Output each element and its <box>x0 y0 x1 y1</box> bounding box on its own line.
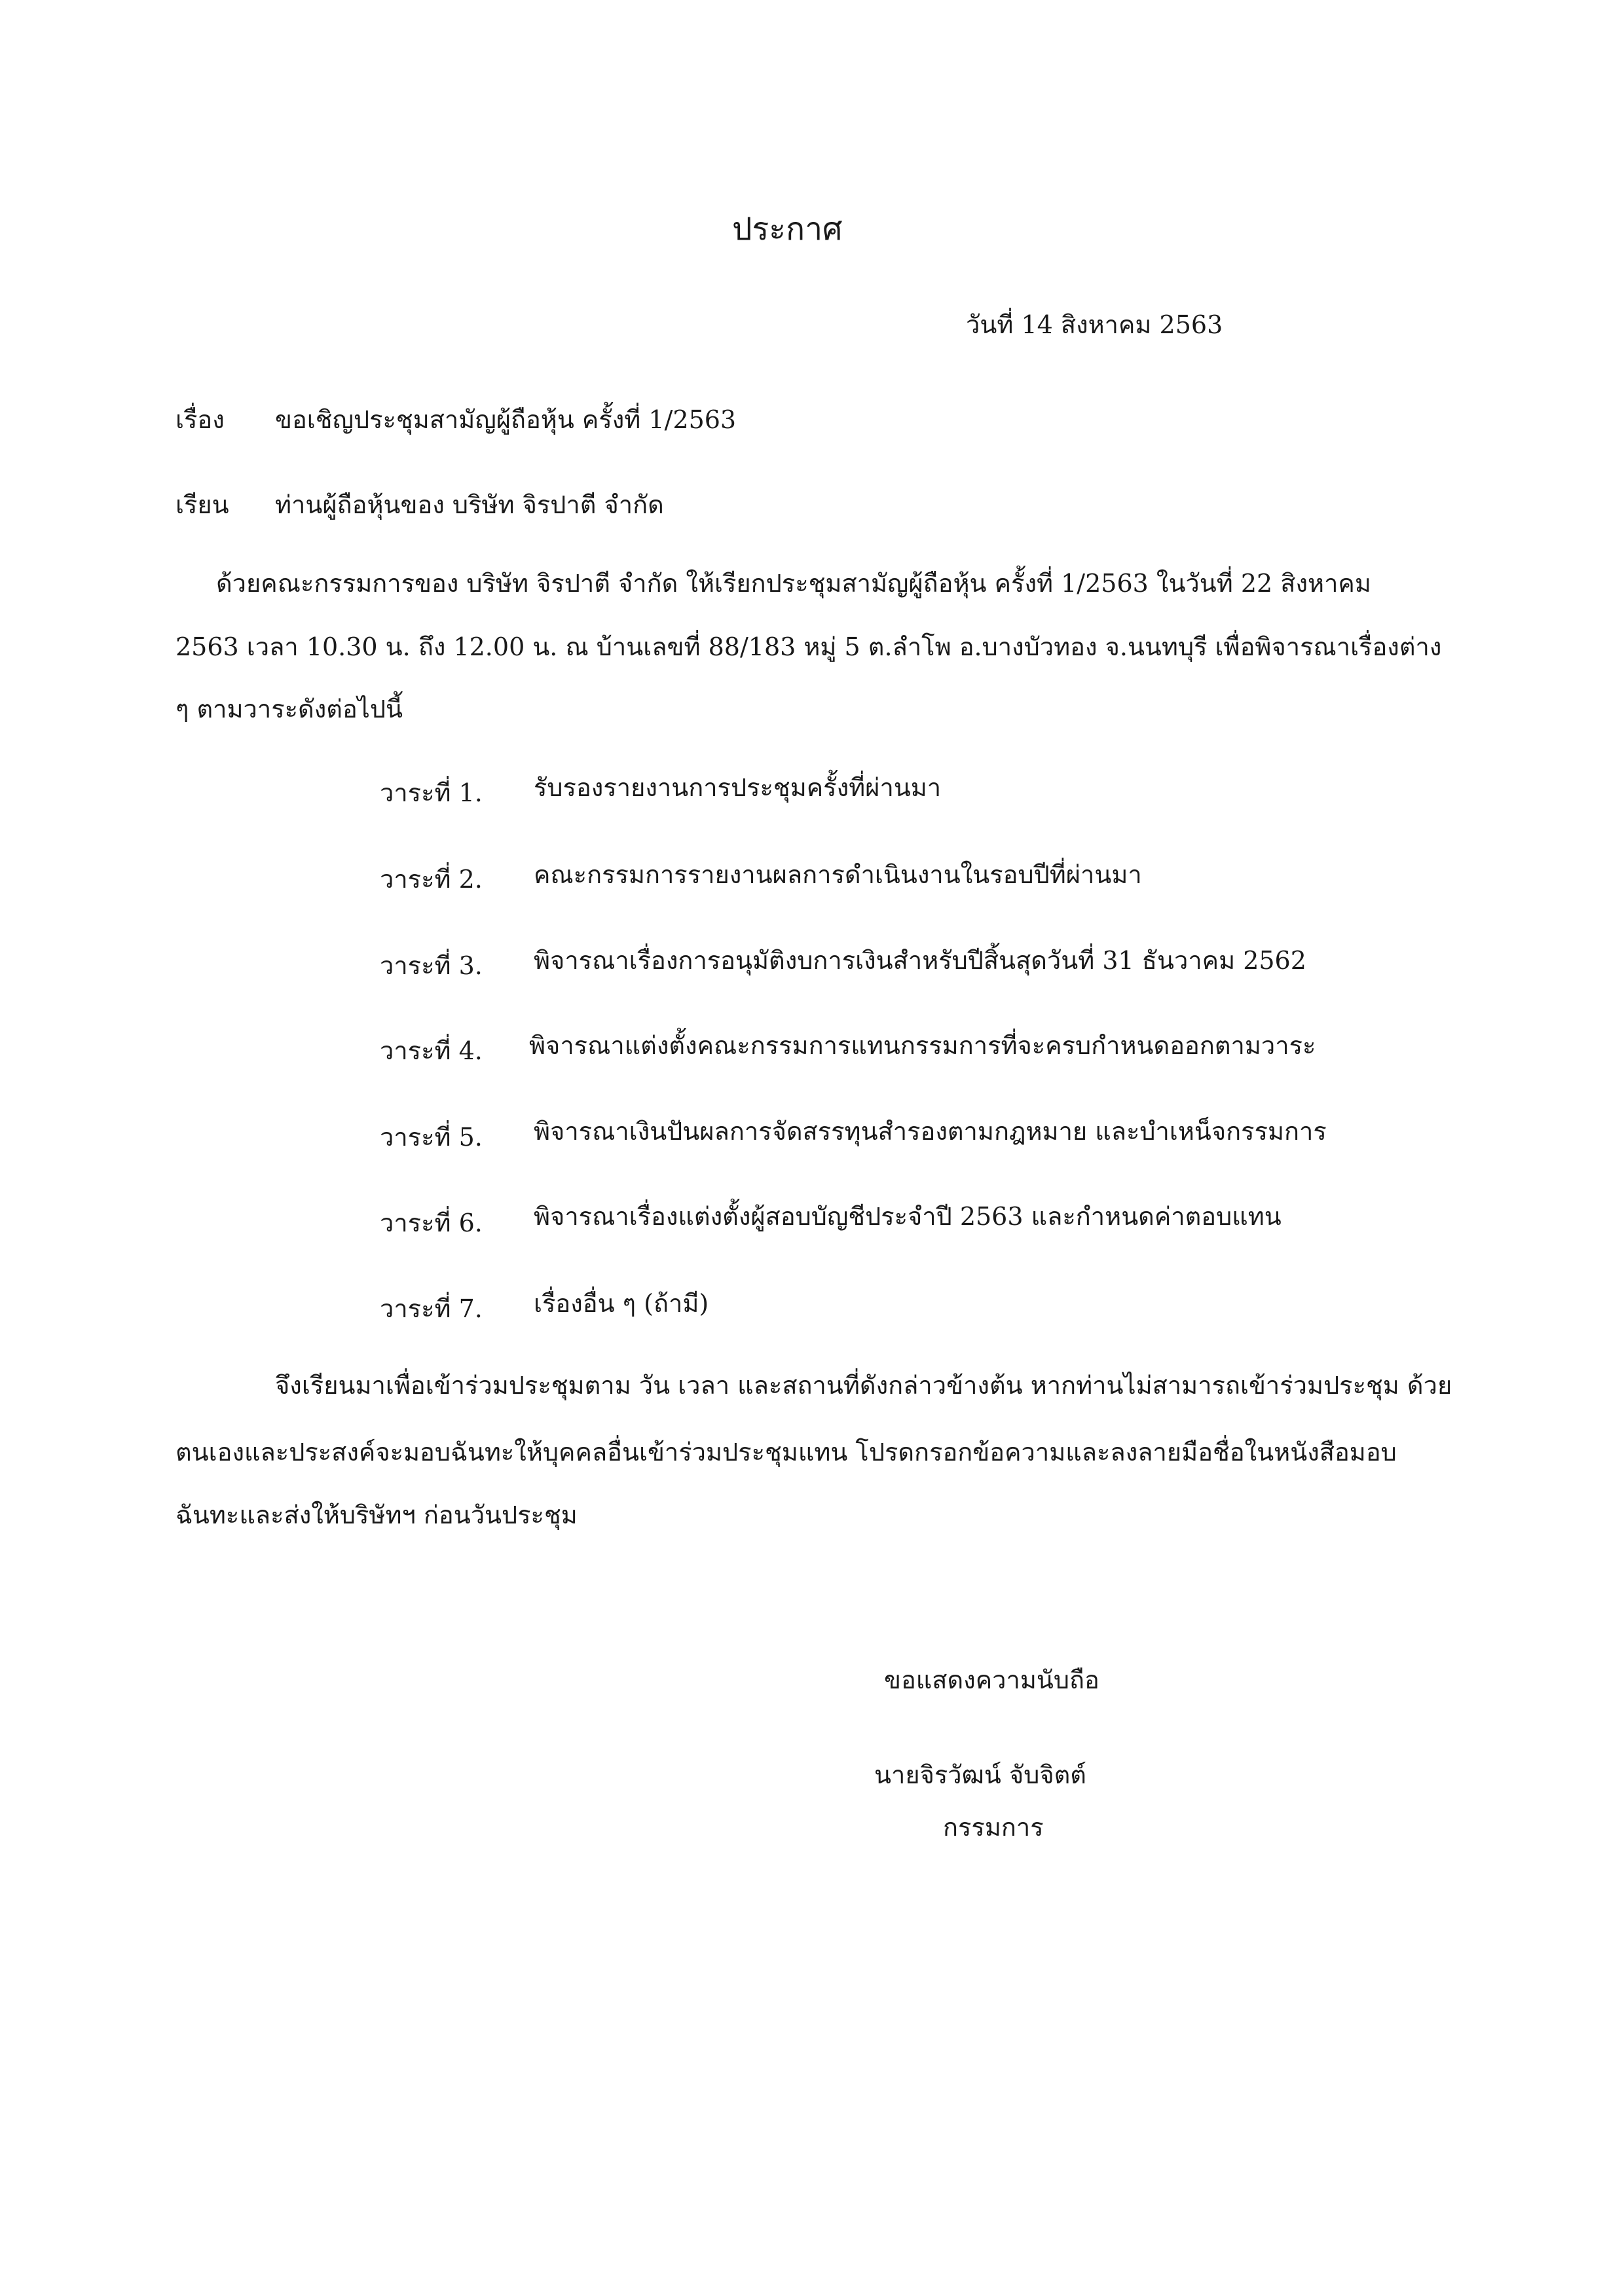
document-date: วันที่ 14 สิงหาคม 2563 <box>966 310 1223 339</box>
agenda-text: เรื่องอื่น ๆ (ถ้ามี) <box>534 1289 709 1318</box>
agenda-text: พิจารณาแต่งตั้งคณะกรรมการแทนกรรมการที่จะครบกำหนดออกตามวาระ <box>529 1031 1316 1060</box>
agenda-label: วาระที่ 1. <box>380 778 483 807</box>
agenda-text: พิจารณาเงินปันผลการจัดสรรทุนสำรองตามกฎหมาย และบำเหน็จกรรมการ <box>534 1117 1327 1146</box>
agenda-text: รับรองรายงานการประชุมครั้งที่ผ่านมา <box>534 773 942 802</box>
recipient-text: ท่านผู้ถือหุ้นของ บริษัท จิรปาตี จำกัด <box>275 490 664 519</box>
page-title: ประกาศ <box>732 211 843 247</box>
agenda-label: วาระที่ 3. <box>380 951 483 980</box>
invitation-line-3: ฉันทะและส่งให้บริษัทฯ ก่อนวันประชุม <box>175 1501 578 1529</box>
agenda-label: วาระที่ 6. <box>380 1209 483 1237</box>
signer-name: นายจิรวัฒน์ จับจิตต์ <box>874 1760 1086 1789</box>
closing-regards: ขอแสดงความนับถือ <box>884 1666 1099 1694</box>
intro-line-1: ด้วยคณะกรรมการของ บริษัท จิรปาตี จำกัด ให้เรียกประชุมสามัญผู้ถือหุ้น ครั้งที่ 1/2563 ในวันที่ 22 สิงหาคม <box>216 569 1371 598</box>
recipient-label: เรียน <box>175 490 229 519</box>
agenda-label: วาระที่ 2. <box>380 865 483 894</box>
intro-line-3: ๆ ตามวาระดังต่อไปนี้ <box>175 695 403 723</box>
invitation-line-1: จึงเรียนมาเพื่อเข้าร่วมประชุมตาม วัน เวลา และสถานที่ดังกล่าวข้างต้น หากท่านไม่สามารถเข้าร่วมประชุม ด้วย <box>275 1371 1452 1400</box>
intro-line-2: 2563 เวลา 10.30 น. ถึง 12.00 น. ณ บ้านเลขที่ 88/183 หมู่ 5 ต.ลำโพ อ.บางบัวทอง จ.นนทบุรี เพื่อพิจารณาเรื่องต่าง <box>175 632 1442 661</box>
agenda-label: วาระที่ 4. <box>380 1036 483 1065</box>
agenda-text: คณะกรรมการรายงานผลการดำเนินงานในรอบปีที่ผ่านมา <box>534 860 1142 889</box>
agenda-label: วาระที่ 5. <box>380 1123 483 1152</box>
signer-title: กรรมการ <box>943 1813 1044 1842</box>
subject-text: ขอเชิญประชุมสามัญผู้ถือหุ้น ครั้งที่ 1/2563 <box>275 405 737 434</box>
agenda-text: พิจารณาเรื่องการอนุมัติงบการเงินสำหรับปีสิ้นสุดวันที่ 31 ธันวาคม 2562 <box>534 946 1306 975</box>
invitation-line-2: ตนเองและประสงค์จะมอบฉันทะให้บุคคลอื่นเข้าร่วมประชุมแทน โปรดกรอกข้อความและลงลายมือชื่อในหนังสือมอบ <box>175 1438 1397 1467</box>
agenda-label: วาระที่ 7. <box>380 1294 483 1323</box>
subject-label: เรื่อง <box>175 405 225 434</box>
agenda-text: พิจารณาเรื่องแต่งตั้งผู้สอบบัญชีประจำปี 2563 และกำหนดค่าตอบแทน <box>534 1202 1282 1231</box>
